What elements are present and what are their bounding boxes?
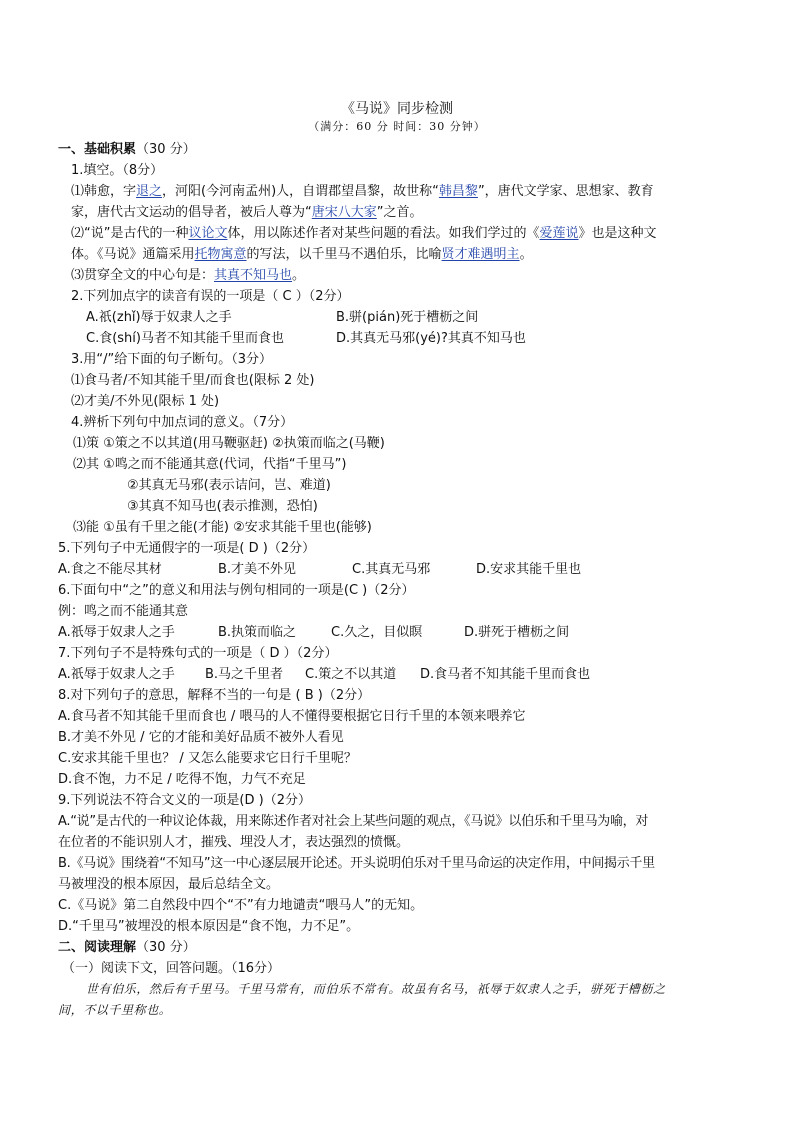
q6-option-c: C.久之，目似瞑 xyxy=(331,625,423,640)
q7-option-a: A.祇辱于奴隶人之手 xyxy=(58,667,175,682)
q7-option-c: C.策之不以其道 xyxy=(305,667,397,682)
q9-option-d: D.“千里马”被埋没的根本原因是“食不饱，力不足”。 xyxy=(58,919,360,934)
q2-option-d: D.其真无马邪(yé)?其真不知马也 xyxy=(336,331,526,346)
answer-blank: 贤才难遇明主 xyxy=(441,247,520,262)
text-run: 体，用以陈述作者对某些问题的看法。如我们学过的《 xyxy=(227,226,540,241)
q1-part1-line2 xyxy=(71,204,423,221)
q5-option-b: B.才美不外见 xyxy=(218,562,297,577)
q5-option-d: D.安求其能千里也 xyxy=(476,562,582,577)
q9-option-a-line2: 在位者的不能识别人才，摧残、埋没人才，表达强烈的愤慨。 xyxy=(58,835,410,850)
answer-blank: 退之 xyxy=(136,184,163,199)
section-2-score: （30 分） xyxy=(136,940,196,955)
passage-line2: 间，不以千里称也。 xyxy=(58,1003,172,1017)
section-1-heading xyxy=(58,141,196,158)
q4-line2: ⑵其 ①鸣之而不能通其意(代词，代指“千里马”) xyxy=(73,457,347,472)
q1-part1-line1 xyxy=(71,183,654,200)
q6-option-a: A.祇辱于奴隶人之手 xyxy=(58,625,175,640)
q2-option-c: C.食(shí)马者不知其能千里而食也 xyxy=(86,331,284,346)
section-1-title: 一、基础积累 xyxy=(58,142,137,157)
q9-option-a-line1: A.“说”是古代的一种议论体裁，用来陈述作者对社会上某些问题的观点，《马说》以伯乐和千里马为喻，对 xyxy=(58,814,649,829)
q5-stem: 5.下列句子中无通假字的一项是( D )（2分） xyxy=(58,541,316,556)
text-run: ⑶贯穿全文的中心句是： xyxy=(71,268,215,283)
q7-stem: 7.下列句子不是特殊句式的一项是（ D ）（2分） xyxy=(58,646,338,661)
q9-stem: 9.下列说法不符合文义的一项是(D )（2分） xyxy=(58,793,311,808)
answer-blank: 韩昌黎 xyxy=(438,184,478,199)
text-run: 体。《马说》通篇采用 xyxy=(71,247,195,262)
answer-blank: 托物寓意 xyxy=(194,247,247,262)
answer-blank: 议论文 xyxy=(188,226,228,241)
text-run: 》也是这种文 xyxy=(578,226,657,241)
q8-option-c: C.安求其能千里也？ / 又怎么能要求它日行千里呢？ xyxy=(58,751,357,766)
q9-option-b-line1: B.《马说》围绕着“不知马”这一中心逐层展开论述。开头说明伯乐对千里马命运的决定作用，中间揭示千里 xyxy=(58,856,655,871)
section-2-title: 二、阅读理解 xyxy=(58,940,137,955)
text-run: ⑵“说”是古代的一种 xyxy=(71,226,189,241)
text-run: ，河阳(今河南孟州)人，自谓郡望昌黎，故世称“ xyxy=(162,184,439,199)
reading-1-instruction: （一）阅读下文，回答问题。（16分） xyxy=(62,961,281,976)
passage-line1: 世有伯乐，然后有千里马。千里马常有，而伯乐不常有。故虽有名马，祇辱于奴隶人之手，骈死于槽枥之 xyxy=(86,982,666,996)
page-subtitle: （满分：60 分 时间：30 分钟） xyxy=(308,120,486,133)
q3-line2: ⑵才美/不外见(限标 1 处) xyxy=(71,394,220,409)
q6-option-d: D.骈死于槽枥之间 xyxy=(464,625,570,640)
q1-stem: 1.填空。（8分） xyxy=(71,163,164,178)
text-run: ”之首。 xyxy=(376,205,423,220)
q5-option-a: A.食之不能尽其材 xyxy=(58,562,162,577)
q1-part2-line2 xyxy=(71,246,533,263)
q3-stem: 3.用“/”给下面的句子断句。（3分） xyxy=(71,352,273,367)
q1-part3 xyxy=(71,267,305,284)
q5-option-c: C.其真无马邪 xyxy=(352,562,431,577)
q8-option-d: D.食不饱，力不足 / 吃得不饱，力气不充足 xyxy=(58,772,306,787)
answer-blank: 其真不知马也 xyxy=(214,268,293,283)
q4-stem: 4.辨析下列句中加点词的意义。（7分） xyxy=(71,415,294,430)
q8-option-a: A.食马者不知其能千里而食也 / 喂马的人不懂得要根据它日行千里的本领来喂养它 xyxy=(58,709,526,724)
q2-stem: 2.下列加点字的读音有误的一项是（ C ）（2分） xyxy=(71,289,350,304)
text-run: ”，唐代文学家、思想家、教育 xyxy=(477,184,654,199)
q7-option-d: D.食马者不知其能千里而食也 xyxy=(420,667,591,682)
text-run: ⑴韩愈，字 xyxy=(71,184,137,199)
q6-example: 例：鸣之而不能通其意 xyxy=(58,604,189,619)
section-1-score: （30 分） xyxy=(136,142,196,157)
q4-line5: ⑶能 ①虽有千里之能(才能) ②安求其能千里也(能够) xyxy=(73,520,372,535)
q7-option-b: B.马之千里者 xyxy=(205,667,284,682)
answer-blank: 爱莲说 xyxy=(539,226,579,241)
q4-line1: ⑴策 ①策之不以其道(用马鞭驱赶) ②执策而临之(马鞭) xyxy=(73,436,385,451)
q8-option-b: B.才美不外见 / 它的才能和美好品质不被外人看见 xyxy=(58,730,344,745)
text-run: 的写法，以千里马不遇伯乐，比喻 xyxy=(246,247,442,262)
q4-line4: ③其真不知马也(表示推测，恐怕) xyxy=(127,499,318,514)
q1-part2-line1 xyxy=(71,225,657,242)
q6-stem: 6.下面句中“之”的意义和用法与例句相同的一项是(C )（2分） xyxy=(58,583,415,598)
q6-option-b: B.执策而临之 xyxy=(218,625,297,640)
q8-stem: 8.对下列句子的意思，解释不当的一句是 ( B )（2分） xyxy=(58,688,371,703)
text-run: 。 xyxy=(519,247,533,262)
text-run: 。 xyxy=(292,268,306,283)
answer-blank: 唐宋八大家 xyxy=(311,205,377,220)
q2-option-a: A.祇(zhǐ)辱于奴隶人之手 xyxy=(86,310,232,325)
q9-option-c: C.《马说》第二自然段中四个“不”有力地谴责“喂马人”的无知。 xyxy=(58,898,424,913)
q9-option-b-line2: 马被埋没的根本原因，最后总结全文。 xyxy=(58,877,280,892)
text-run: 家，唐代古文运动的倡导者，被后人尊为“ xyxy=(71,205,312,220)
q2-option-b: B.骈(pián)死于槽枥之间 xyxy=(336,310,479,325)
section-2-heading xyxy=(58,939,196,956)
q3-line1: ⑴食马者/不知其能千里/而食也(限标 2 处) xyxy=(71,373,315,388)
q4-line3: ②其真无马邪(表示诘问，岂、难道) xyxy=(127,478,331,493)
page-title: 《马说》同步检测 xyxy=(341,101,453,117)
